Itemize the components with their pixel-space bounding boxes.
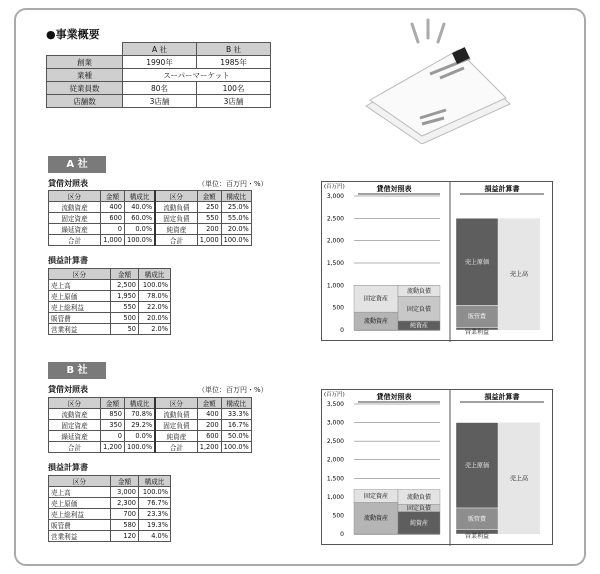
chart-bs-title: 貸借対照表 [376, 393, 412, 401]
table-header: 金額 [111, 269, 139, 280]
company-b-chart-svg [322, 390, 554, 546]
y-tick-label: 1,000 [326, 493, 344, 501]
company-a-tag: A 社 [48, 156, 106, 173]
table-row: 売上原価 2,300 76.7% [49, 498, 171, 509]
y-tick-label: 2,000 [326, 237, 344, 245]
table-row: 営業利益 120 4.0% [49, 531, 171, 542]
table-row: 売上原価 1,950 78.0% [49, 291, 171, 302]
table-row: 売上高 2,500 100.0% [49, 280, 171, 291]
y-tick-label: 2,500 [326, 215, 344, 223]
table-row: 固定資産 350 29.2% 固定負債 200 16.7% [49, 420, 252, 431]
bs-asset-label: 流動資産 [363, 515, 389, 523]
chart-pl-title: 損益計算書 [484, 393, 520, 401]
y-tick-label: 3,500 [326, 401, 344, 408]
company-b-tag: B 社 [48, 362, 106, 379]
bs-liability-label: 固定負債 [406, 505, 432, 512]
table-header: 構成比 [125, 398, 156, 409]
y-tick-label: 0 [340, 531, 344, 538]
table-row: 売上高 3,000 100.0% [49, 487, 171, 498]
table-header: 構成比 [221, 398, 251, 409]
table-row: 繰延資産 0 0.0% 純資産 200 20.0% [49, 224, 252, 235]
company-b-bs-title: 貸借対照表 [48, 385, 88, 394]
y-tick-label: 0 [340, 327, 344, 334]
company-a-balance-table [48, 190, 252, 246]
overview-cell: 1990年 [123, 56, 197, 69]
bs-asset-label: 固定資産 [363, 295, 389, 303]
overview-row-label: 従業員数 [47, 82, 123, 95]
table-row: 販管費 500 20.0% [49, 313, 171, 324]
table-header: 構成比 [125, 191, 156, 202]
company-a-chart [321, 181, 553, 341]
y-tick-label: 1,500 [326, 475, 344, 483]
chart-pl-title: 損益計算書 [484, 185, 520, 193]
y-tick-label: 2,500 [326, 438, 344, 446]
table-header: 金額 [197, 398, 221, 409]
overview-row-label: 店舗数 [47, 95, 123, 108]
table-header: 金額 [111, 476, 139, 487]
table-header: 区分 [155, 398, 197, 409]
y-unit-label: (百万円) [324, 392, 345, 398]
table-header: 金額 [101, 191, 125, 202]
bs-liability-label: 純資産 [409, 322, 429, 330]
pl-cost-label: 販管費 [467, 515, 487, 523]
table-row: 売上総利益 550 22.0% [49, 302, 171, 313]
table-header: 金額 [101, 398, 125, 409]
y-tick-label: 2,000 [326, 456, 344, 464]
y-tick-label: 500 [332, 512, 344, 520]
overview-cell: スーパーマーケット [123, 69, 271, 82]
overview-row-label: 業種 [47, 69, 123, 82]
company-b-balance-table [48, 397, 252, 453]
table-row: 合計 1,000 100.0% 合計 1,000 100.0% [49, 235, 252, 246]
overview-cell: 3店舗 [123, 95, 197, 108]
y-tick-label: 3,000 [326, 419, 344, 427]
pl-cost-label: 売上原価 [464, 258, 490, 266]
bs-liability-label: 流動負債 [406, 287, 432, 295]
table-row: 合計 1,200 100.0% 合計 1,200 100.0% [49, 442, 252, 453]
bs-asset-label: 固定資産 [363, 492, 389, 500]
overview-table [46, 42, 271, 108]
y-tick-label: 500 [332, 304, 344, 312]
overview-cell: 100名 [197, 82, 271, 95]
table-header: 区分 [155, 191, 197, 202]
company-a-unit: （単位：百万円・%） [198, 180, 268, 188]
y-unit-label: (百万円) [324, 184, 345, 190]
chart-bs-title: 貸借対照表 [376, 185, 412, 193]
overview-cell: 80名 [123, 82, 197, 95]
pl-cost-label: 販管費 [467, 313, 487, 321]
table-row: 営業利益 50 2.0% [49, 324, 171, 335]
pl-sales-label: 売上高 [509, 271, 529, 279]
company-a-chart-svg [322, 182, 554, 342]
table-header: 構成比 [139, 269, 171, 280]
bs-liability-label: 流動負債 [406, 493, 432, 501]
y-tick-label: 1,500 [326, 260, 344, 267]
sparkle-lines-icon [412, 20, 444, 42]
pl-cost-label: 営業利益 [464, 533, 490, 540]
table-header: 区分 [49, 476, 111, 487]
table-header: 区分 [49, 191, 101, 202]
table-row: 流動資産 400 40.0% 流動負債 250 25.0% [49, 202, 252, 213]
clipboard-illustration [360, 14, 540, 144]
overview-col-a: A 社 [123, 43, 197, 56]
pl-cost-label: 売上原価 [464, 462, 490, 470]
table-row: 流動資産 850 70.8% 流動負債 400 33.3% [49, 409, 252, 420]
table-row: 繰延資産 0 0.0% 純資産 600 50.0% [49, 431, 252, 442]
table-header: 区分 [49, 269, 111, 280]
bs-asset-label: 流動資産 [363, 318, 389, 326]
y-tick-label: 3,000 [326, 193, 344, 200]
overview-row-label: 創業 [47, 56, 123, 69]
table-header: 金額 [197, 191, 221, 202]
table-row: 売上総利益 700 23.3% [49, 509, 171, 520]
company-a-pl-title: 損益計算書 [48, 256, 88, 265]
bs-liability-label: 固定負債 [406, 305, 432, 313]
table-row: 販管費 580 19.3% [49, 520, 171, 531]
company-b-income-table [48, 475, 171, 542]
overview-cell: 1985年 [197, 56, 271, 69]
company-a-income-table [48, 268, 171, 335]
company-b-pl-title: 損益計算書 [48, 463, 88, 472]
overview-title: ●事業概要 [46, 28, 100, 41]
overview-cell: 3店舗 [197, 95, 271, 108]
table-row: 固定資産 600 60.0% 固定負債 550 55.0% [49, 213, 252, 224]
pl-sales-label: 売上高 [509, 475, 529, 483]
table-header: 構成比 [139, 476, 171, 487]
overview-col-b: B 社 [197, 43, 271, 56]
company-b-chart [321, 389, 553, 545]
document-stack-icon [366, 47, 510, 144]
y-tick-label: 1,000 [326, 282, 344, 290]
company-b-unit: （単位：百万円・%） [198, 386, 268, 394]
table-header: 構成比 [221, 191, 251, 202]
company-a-bs-title: 貸借対照表 [48, 179, 88, 188]
table-header: 区分 [49, 398, 101, 409]
pl-cost-label: 営業利益 [464, 329, 490, 336]
bs-liability-label: 純資産 [409, 519, 429, 527]
